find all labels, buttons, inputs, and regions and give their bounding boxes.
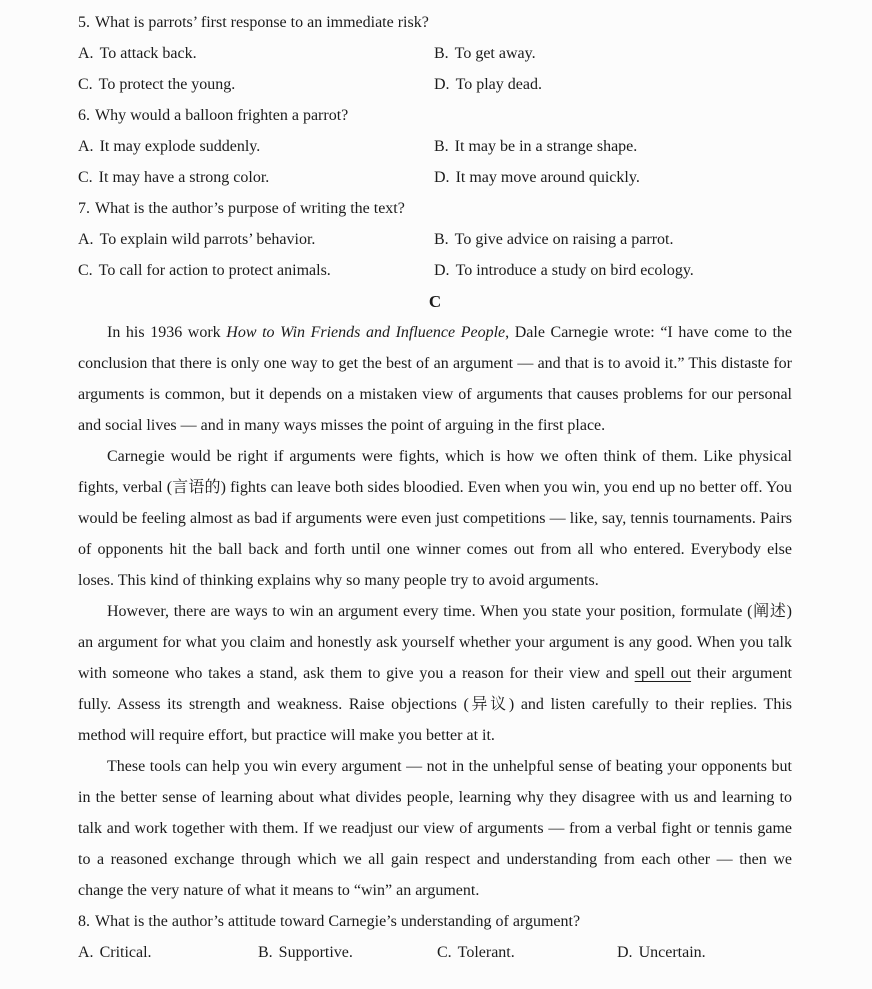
q8-option-b: [258, 937, 437, 968]
paragraph-segment: their argument fully. Assess its strength and weakness. Raise objections (异议) and listen carefully to their replies. This method will require effort, but practice will make you better at it.: [78, 665, 793, 744]
question-7: [78, 193, 792, 286]
question-text: What is the author’s attitude toward Carnegie’s understanding of argument?: [95, 913, 581, 930]
q7-option-d: [434, 255, 792, 286]
option-label: A.: [78, 944, 94, 961]
question-number: 5.: [78, 14, 90, 31]
passage-paragraph-2: [78, 441, 792, 596]
option-label: B.: [434, 138, 449, 155]
question-6: [78, 100, 792, 193]
book-title: How to Win Friends and Influence People: [226, 324, 506, 341]
option-text: To give advice on raising a parrot.: [454, 231, 674, 248]
question-text: What is parrots’ first response to an immediate risk?: [95, 14, 429, 31]
question-7-text: [78, 193, 792, 224]
option-label: B.: [434, 231, 449, 248]
question-7-options-row-2: [78, 255, 792, 286]
option-text: It may move around quickly.: [455, 169, 640, 186]
option-label: C.: [437, 944, 452, 961]
option-text: It may have a strong color.: [98, 169, 270, 186]
option-label: C.: [78, 262, 93, 279]
passage-paragraph-3: [78, 596, 792, 751]
option-label: B.: [258, 944, 273, 961]
option-text: It may explode suddenly.: [99, 138, 261, 155]
q6-option-b: [434, 131, 792, 162]
question-number: 6.: [78, 107, 90, 124]
q5-option-b: [434, 38, 792, 69]
option-text: It may be in a strange shape.: [454, 138, 638, 155]
option-label: C.: [78, 76, 93, 93]
paragraph-segment: These tools can help you win every argument — not in the unhelpful sense of beating your opponents but in the better sense of learning about what divides people, learning why they disagree with us and learning to talk and work together with them. If we readjust our view of arguments — from a verbal fight or tennis game to a reasoned exchange through which we all gain respect and understanding from each other — then we change the very nature of what it means to “win” an argument.: [78, 758, 792, 899]
question-text: What is the author’s purpose of writing the text?: [95, 200, 405, 217]
option-text: Tolerant.: [457, 944, 515, 961]
passage-c: [78, 317, 792, 906]
option-text: To play dead.: [455, 76, 542, 93]
passage-paragraph-4: [78, 751, 792, 906]
option-text: To call for action to protect animals.: [98, 262, 331, 279]
question-8: [78, 906, 792, 968]
option-text: To get away.: [454, 45, 536, 62]
option-label: A.: [78, 45, 94, 62]
option-label: C.: [78, 169, 93, 186]
q8-option-a: [78, 937, 258, 968]
q5-option-d: [434, 69, 792, 100]
option-label: D.: [434, 262, 450, 279]
passage-section-label: C: [428, 292, 442, 311]
option-label: B.: [434, 45, 449, 62]
option-text: Uncertain.: [638, 944, 706, 961]
q6-option-c: [78, 162, 434, 193]
q6-option-a: [78, 131, 434, 162]
paragraph-segment: In his 1936 work: [107, 324, 227, 341]
option-text: To introduce a study on bird ecology.: [455, 262, 694, 279]
q8-option-c: [437, 937, 617, 968]
option-label: D.: [617, 944, 633, 961]
paragraph-segment: , Dale Carnegie wrote: “I have come to the conclusion that there is only one way to get the best of an argument — and that is to avoid it.” This distaste for arguments is common, but it depends on a mistaken view of arguments that causes problems for our personal and social lives — and in many ways misses the point of arguing in the first place.: [78, 324, 792, 434]
option-text: Critical.: [99, 944, 152, 961]
q7-option-a: [78, 224, 434, 255]
question-5-text: [78, 7, 792, 38]
passage-paragraph-1: [78, 317, 792, 441]
q8-option-d: [617, 937, 792, 968]
question-6-options-row-2: [78, 162, 792, 193]
option-text: To explain wild parrots’ behavior.: [99, 231, 316, 248]
option-label: D.: [434, 76, 450, 93]
question-5-options-row-2: [78, 69, 792, 100]
question-6-options-row-1: [78, 131, 792, 162]
q5-option-a: [78, 38, 434, 69]
underlined-phrase: spell out: [634, 665, 692, 682]
q7-option-c: [78, 255, 434, 286]
paragraph-segment: However, there are ways to win an argument every time. When you state your position, formulate (阐述) an argument for what you claim and honestly ask yourself whether your argument is any good. When you talk with someone who takes a stand, ask them to give you a reason for their view and: [78, 603, 792, 682]
question-number: 7.: [78, 200, 90, 217]
q6-option-d: [434, 162, 792, 193]
question-5-options-row-1: [78, 38, 792, 69]
option-text: Supportive.: [278, 944, 353, 961]
question-8-text: [78, 906, 792, 937]
option-label: D.: [434, 169, 450, 186]
q7-option-b: [434, 224, 792, 255]
question-number: 8.: [78, 913, 90, 930]
question-7-options-row-1: [78, 224, 792, 255]
option-text: To attack back.: [99, 45, 197, 62]
question-5: [78, 7, 792, 100]
option-label: A.: [78, 138, 94, 155]
q5-option-c: [78, 69, 434, 100]
paragraph-segment: Carnegie would be right if arguments were fights, which is how we often think of them. Like physical fights, verbal (言语的) fights can leave both sides bloodied. Even when you win, you end up no better off. You would be feeling almost as bad if arguments were even just competitions — like, say, tennis tournaments. Pairs of opponents hit the ball back and forth until one winner comes out from all who entered. Everybody else loses. This kind of thinking explains why so many people try to avoid arguments.: [78, 448, 792, 589]
question-text: Why would a balloon frighten a parrot?: [95, 107, 349, 124]
question-8-options-row: [78, 937, 792, 968]
option-label: A.: [78, 231, 94, 248]
option-text: To protect the young.: [98, 76, 236, 93]
question-6-text: [78, 100, 792, 131]
